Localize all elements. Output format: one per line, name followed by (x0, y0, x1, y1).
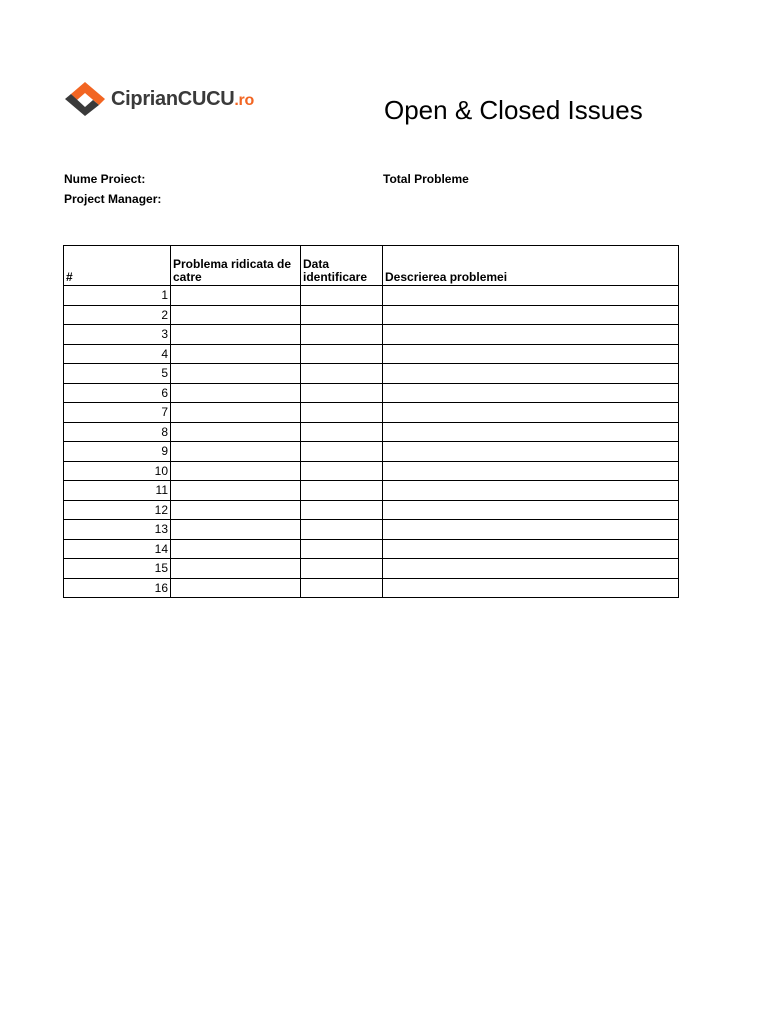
cell-raised-by[interactable] (171, 481, 301, 501)
cell-date-identified[interactable] (301, 500, 383, 520)
cell-date-identified[interactable] (301, 442, 383, 462)
row-number: 14 (64, 539, 171, 559)
row-number: 1 (64, 286, 171, 306)
cell-description[interactable] (383, 461, 679, 481)
row-number: 7 (64, 403, 171, 423)
cell-date-identified[interactable] (301, 422, 383, 442)
cell-date-identified[interactable] (301, 539, 383, 559)
cell-date-identified[interactable] (301, 481, 383, 501)
row-number: 5 (64, 364, 171, 384)
project-manager-label: Project Manager: (64, 192, 162, 206)
logo-mark-icon (63, 80, 107, 118)
cell-date-identified[interactable] (301, 286, 383, 306)
cell-description[interactable] (383, 578, 679, 598)
table-row (64, 383, 679, 403)
row-number: 8 (64, 422, 171, 442)
cell-description[interactable] (383, 539, 679, 559)
header-date-identified: Data identificare (301, 246, 383, 286)
cell-description[interactable] (383, 286, 679, 306)
cell-raised-by[interactable] (171, 442, 301, 462)
cell-date-identified[interactable] (301, 578, 383, 598)
table-row (64, 481, 679, 501)
header-number: # (64, 246, 171, 286)
header-raised-by: Problema ridicata de catre (171, 246, 301, 286)
row-number: 15 (64, 559, 171, 579)
header-description: Descrierea problemei (383, 246, 679, 286)
cell-date-identified[interactable] (301, 325, 383, 345)
logo-text-part1: Ciprian (111, 88, 178, 110)
logo-text-part3: .ro (234, 92, 254, 109)
cell-raised-by[interactable] (171, 364, 301, 384)
row-number: 4 (64, 344, 171, 364)
site-logo (63, 80, 263, 120)
cell-raised-by[interactable] (171, 344, 301, 364)
cell-raised-by[interactable] (171, 403, 301, 423)
table-header-row (64, 246, 679, 286)
table-row (64, 403, 679, 423)
table-row (64, 286, 679, 306)
row-number: 11 (64, 481, 171, 501)
total-problems-label: Total Probleme (383, 172, 469, 186)
cell-description[interactable] (383, 305, 679, 325)
table-row (64, 520, 679, 540)
cell-raised-by[interactable] (171, 578, 301, 598)
cell-description[interactable] (383, 559, 679, 579)
cell-description[interactable] (383, 520, 679, 540)
cell-description[interactable] (383, 364, 679, 384)
cell-raised-by[interactable] (171, 286, 301, 306)
row-number: 16 (64, 578, 171, 598)
logo-text-part2: CUCU (177, 88, 235, 110)
table-row (64, 305, 679, 325)
cell-raised-by[interactable] (171, 383, 301, 403)
cell-raised-by[interactable] (171, 559, 301, 579)
cell-description[interactable] (383, 403, 679, 423)
cell-description[interactable] (383, 383, 679, 403)
table-body (64, 286, 679, 598)
cell-date-identified[interactable] (301, 520, 383, 540)
table-row (64, 325, 679, 345)
table-row (64, 422, 679, 442)
cell-raised-by[interactable] (171, 520, 301, 540)
cell-date-identified[interactable] (301, 383, 383, 403)
table-row (64, 364, 679, 384)
table-row (64, 500, 679, 520)
row-number: 6 (64, 383, 171, 403)
row-number: 2 (64, 305, 171, 325)
logo-wordmark (111, 88, 254, 111)
cell-description[interactable] (383, 422, 679, 442)
cell-date-identified[interactable] (301, 403, 383, 423)
table-row (64, 539, 679, 559)
table-row (64, 344, 679, 364)
cell-description[interactable] (383, 481, 679, 501)
table-row (64, 559, 679, 579)
cell-raised-by[interactable] (171, 461, 301, 481)
cell-description[interactable] (383, 344, 679, 364)
row-number: 13 (64, 520, 171, 540)
cell-raised-by[interactable] (171, 500, 301, 520)
cell-description[interactable] (383, 442, 679, 462)
cell-date-identified[interactable] (301, 461, 383, 481)
cell-date-identified[interactable] (301, 559, 383, 579)
cell-raised-by[interactable] (171, 305, 301, 325)
row-number: 10 (64, 461, 171, 481)
cell-raised-by[interactable] (171, 422, 301, 442)
cell-date-identified[interactable] (301, 344, 383, 364)
table-row (64, 442, 679, 462)
table-row (64, 578, 679, 598)
cell-raised-by[interactable] (171, 539, 301, 559)
cell-date-identified[interactable] (301, 364, 383, 384)
table-row (64, 461, 679, 481)
row-number: 12 (64, 500, 171, 520)
issues-table (63, 245, 679, 598)
cell-description[interactable] (383, 325, 679, 345)
cell-date-identified[interactable] (301, 305, 383, 325)
row-number: 3 (64, 325, 171, 345)
row-number: 9 (64, 442, 171, 462)
project-name-label: Nume Proiect: (64, 172, 146, 186)
cell-description[interactable] (383, 500, 679, 520)
cell-raised-by[interactable] (171, 325, 301, 345)
page-title: Open & Closed Issues (384, 95, 643, 125)
